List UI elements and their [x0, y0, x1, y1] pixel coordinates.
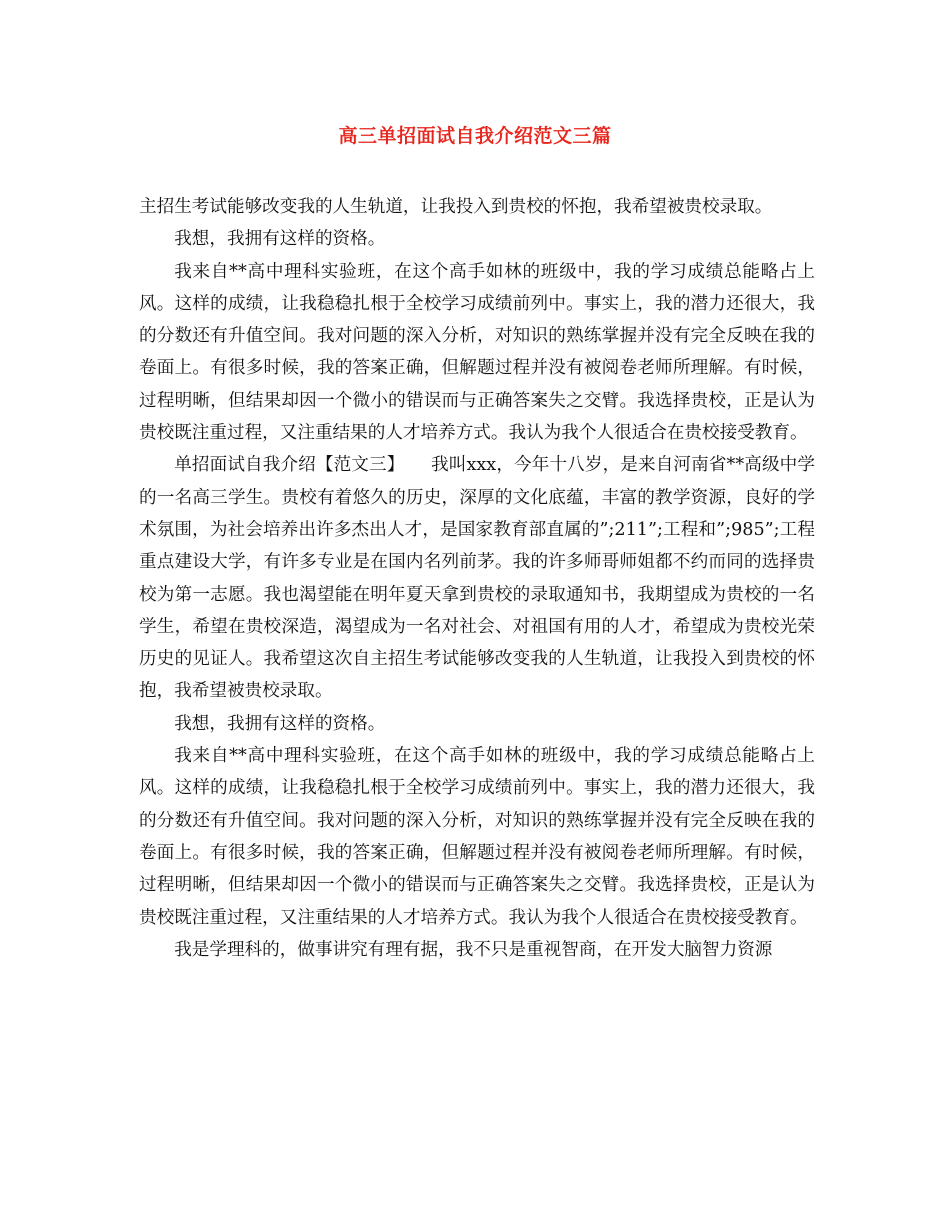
paragraph-continuation: 主招生考试能够改变我的人生轨道，让我投入到贵校的怀抱，我希望被贵校录取。: [139, 197, 773, 217]
document-body: [139, 191, 815, 966]
paragraph: 我来自**高中理科实验班，在这个高手如林的班级中，我的学习成绩总能略占上风。这样的成绩，让我稳稳扎根于全校学习成绩前列中。事实上，我的潜力还很大，我的分数还有升值空间。我对问题的深入分析，对知识的熟练掌握并没有完全反映在我的卷面上。有很多时候，我的答案正确，但解题过程并没有被阅卷老师所理解。有时候，过程明晰，但结果却因一个微小的错误而与正确答案失之交臂。我选择贵校，正是认为贵校既注重过程，又注重结果的人才培养方式。我认为我个人很适合在贵校接受教育。: [139, 746, 815, 928]
paragraph: 我想，我拥有这样的资格。: [174, 713, 386, 734]
paragraph: 单招面试自我介绍【范文三】 我叫xxx，今年十八岁，是来自河南省**高级中学的一名高三学生。贵校有着悠久的历史，深厚的文化底蕴，丰富的教学资源，良好的学术氛围，为社会培养出许多杰出人才，是国家教育部直属的”;211”;工程和”;985”;工程重点建设大学，有许多专业是在国内名列前茅。我的许多师哥师姐都不约而同的选择贵校为第一志愿。我也渴望能在明年夏天拿到贵校的录取通知书，我期望成为贵校的一名学生，希望在贵校深造，渴望成为一名对社会、对祖国有用的人才，希望成为贵校光荣历史的见证人。我希望这次自主招生考试能够改变我的人生轨道，让我投入到贵校的怀抱，我希望被贵校录取。: [139, 455, 815, 702]
paragraph: 我来自**高中理科实验班，在这个高手如林的班级中，我的学习成绩总能略占上风。这样的成绩，让我稳稳扎根于全校学习成绩前列中。事实上，我的潜力还很大，我的分数还有升值空间。我对问题的深入分析，对知识的熟练掌握并没有完全反映在我的卷面上。有很多时候，我的答案正确，但解题过程并没有被阅卷老师所理解。有时候，过程明晰，但结果却因一个微小的错误而与正确答案失之交臂。我选择贵校，正是认为贵校既注重过程，又注重结果的人才培养方式。我认为我个人很适合在贵校接受教育。: [139, 261, 815, 444]
paragraph: 我想，我拥有这样的资格。: [174, 229, 386, 250]
page-title: 高三单招面试自我介绍范文三篇: [338, 125, 612, 147]
paragraph: 我是学理科的，做事讲究有理有据，我不只是重视智商，在开发大脑智力资源: [174, 939, 773, 960]
